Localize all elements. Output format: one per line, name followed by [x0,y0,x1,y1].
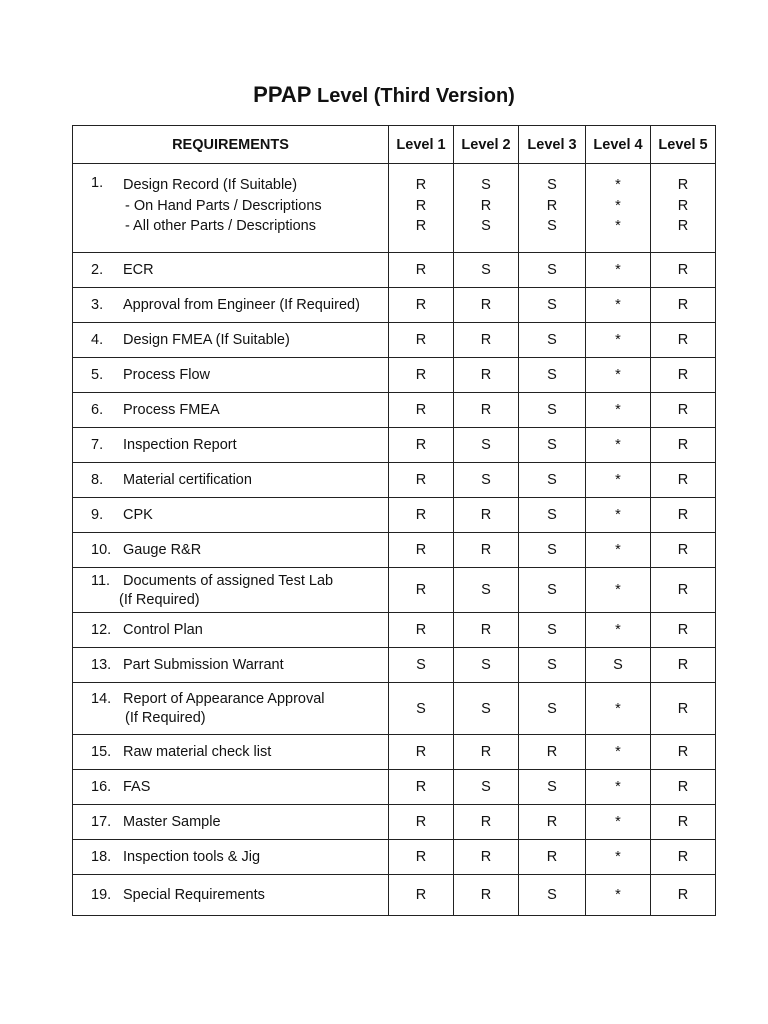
level-value: R [651,770,716,805]
level-value: S [519,358,586,393]
header-level-1: Level 1 [389,126,454,164]
table-row [73,288,716,323]
requirement-sub-label: - All other Parts / Descriptions [125,218,316,234]
level-value: R [415,177,427,193]
level-value: * [586,805,651,840]
table-row [73,428,716,463]
level-value: R [454,735,519,770]
level-value: S [389,683,454,735]
header-level-2: Level 2 [454,126,519,164]
level-value: S [389,648,454,683]
level-value: R [651,533,716,568]
level-cell [389,164,454,253]
row-number: 16. [91,779,112,795]
table-row [73,840,716,875]
row-number: 7. [91,437,104,453]
requirement-cell [73,253,389,288]
level-value: * [586,393,651,428]
level-value: * [615,177,621,193]
level-value: S [454,648,519,683]
requirement-cell [73,840,389,875]
level-value: R [389,498,454,533]
level-value: R [651,288,716,323]
level-value: R [389,840,454,875]
row-number: 12. [91,622,112,638]
level-value: * [586,463,651,498]
row-number: 18. [91,849,112,865]
level-value: R [454,288,519,323]
table-row [73,498,716,533]
level-value: R [454,323,519,358]
requirement-cell [73,875,389,916]
level-value: * [615,197,621,214]
table-row [73,875,716,916]
level-value: * [586,253,651,288]
level-value: * [586,613,651,648]
level-value: R [389,875,454,916]
level-value: * [586,288,651,323]
table-row [73,358,716,393]
header-level-5: Level 5 [651,126,716,164]
level-value: R [677,197,689,214]
table-header [73,126,716,164]
level-value: R [651,613,716,648]
level-value: S [519,568,586,613]
table-row [73,463,716,498]
level-cell [519,164,586,253]
level-value: R [454,613,519,648]
requirement-cell [73,393,389,428]
requirement-label: Part Submission Warrant [123,657,284,673]
table-row [73,683,716,735]
requirement-label: Report of Appearance Approval [123,691,325,707]
level-value: S [454,463,519,498]
page-title [0,82,768,108]
level-value: S [519,875,586,916]
level-value: * [586,770,651,805]
level-value: R [389,428,454,463]
table-row [73,533,716,568]
requirement-cell [73,428,389,463]
row-number: 5. [91,367,104,383]
table-row [73,568,716,613]
table-row [73,613,716,648]
level-value: S [454,683,519,735]
requirement-cell [73,164,389,253]
table-row [73,648,716,683]
requirement-label: ECR [123,262,154,278]
level-value: R [415,197,427,214]
level-value: S [519,498,586,533]
requirement-label: Master Sample [123,814,221,830]
level-value: S [519,683,586,735]
row-number: 17. [91,814,112,830]
requirement-label-continued: (If Required) [119,591,200,608]
level-value: S [547,177,557,193]
requirement-label: Gauge R&R [123,542,202,558]
level-value: * [586,428,651,463]
level-value: R [389,805,454,840]
level-value: S [519,253,586,288]
level-value: R [454,840,519,875]
level-value: R [389,288,454,323]
level-value: R [415,218,427,234]
requirement-cell [73,613,389,648]
requirement-sub-label: - On Hand Parts / Descriptions [125,197,322,214]
level-value: * [586,358,651,393]
level-value: R [651,463,716,498]
requirement-cell [73,683,389,735]
level-value: S [519,288,586,323]
row-number: 3. [91,297,104,313]
table-row [73,164,716,253]
requirement-cell [73,323,389,358]
requirement-cell [73,568,389,613]
level-value: S [519,463,586,498]
level-value: R [546,197,558,214]
level-value: * [586,735,651,770]
level-value: R [651,683,716,735]
header-level-3: Level 3 [519,126,586,164]
level-value: R [651,358,716,393]
requirement-label: Raw material check list [123,744,272,760]
level-value: S [454,770,519,805]
level-value: S [519,770,586,805]
level-value: S [519,533,586,568]
table-row [73,253,716,288]
level-value: R [389,533,454,568]
requirement-label: Inspection Report [123,437,237,453]
level-value: R [651,428,716,463]
level-value: R [454,498,519,533]
level-value: R [389,770,454,805]
level-value: S [481,177,491,193]
level-value: R [651,253,716,288]
requirement-cell [73,805,389,840]
requirement-label-continued: (If Required) [125,710,206,726]
requirement-label: Design Record (If Suitable) [123,177,298,193]
row-number: 11. [91,572,111,589]
level-value: * [586,498,651,533]
requirement-cell [73,463,389,498]
level-value: R [389,323,454,358]
requirement-label: CPK [123,507,153,523]
level-value: R [651,805,716,840]
row-number: 2. [91,262,104,278]
level-value: S [586,648,651,683]
level-value: R [651,875,716,916]
row-number: 8. [91,472,104,488]
row-number: 15. [91,744,112,760]
requirement-cell [73,648,389,683]
header-level-4: Level 4 [586,126,651,164]
title-brand: PPAP [253,82,312,107]
row-number: 14. [91,691,112,707]
requirement-cell [73,498,389,533]
level-value: S [547,218,557,234]
level-value: R [651,735,716,770]
level-value: R [651,568,716,613]
table-row [73,323,716,358]
requirement-label: Material certification [123,472,252,488]
level-value: R [454,393,519,428]
level-cell [454,164,519,253]
row-number: 19. [91,887,112,903]
level-value: R [389,613,454,648]
level-value: * [586,568,651,613]
row-number: 6. [91,402,104,418]
level-value: R [651,323,716,358]
requirement-label: Documents of assigned Test Lab [123,572,334,589]
level-value: R [389,568,454,613]
level-value: * [586,323,651,358]
level-value: R [651,498,716,533]
level-value: R [454,805,519,840]
title-rest: Level (Third Version) [311,85,515,107]
level-value: R [519,840,586,875]
row-number: 9. [91,507,104,523]
row-number: 1. [91,175,104,191]
level-cell [586,164,651,253]
requirement-label: Control Plan [123,622,203,638]
level-value: S [519,648,586,683]
level-value: S [519,613,586,648]
level-value: * [586,683,651,735]
level-value: R [454,358,519,393]
level-value: R [651,648,716,683]
level-value: R [454,875,519,916]
level-value: S [519,393,586,428]
level-value: R [454,533,519,568]
level-value: S [454,568,519,613]
level-value: R [651,393,716,428]
level-value: R [389,253,454,288]
level-value: S [454,253,519,288]
row-number: 13. [91,657,112,673]
level-value: S [481,218,491,234]
requirement-label: FAS [123,779,151,795]
requirement-cell [73,533,389,568]
table-row [73,770,716,805]
requirement-label: Process Flow [123,367,211,383]
requirement-cell [73,358,389,393]
level-value: R [389,393,454,428]
level-value: R [519,735,586,770]
requirement-cell [73,288,389,323]
table-row [73,805,716,840]
requirement-label: Approval from Engineer (If Required) [123,297,360,313]
requirement-label: Design FMEA (If Suitable) [123,332,290,348]
level-value: * [586,875,651,916]
level-value: S [454,428,519,463]
header-requirements: REQUIREMENTS [73,126,389,164]
level-value: * [586,840,651,875]
table-row [73,735,716,770]
level-value: R [677,177,689,193]
requirement-label: Inspection tools & Jig [123,849,261,865]
level-value: R [389,358,454,393]
requirement-label: Process FMEA [123,402,220,418]
level-value: R [480,197,492,214]
level-value: R [519,805,586,840]
requirement-cell [73,735,389,770]
requirement-cell [73,770,389,805]
level-value: S [519,323,586,358]
level-value: R [389,463,454,498]
level-value: * [586,533,651,568]
level-value: * [615,218,621,234]
requirement-label: Special Requirements [123,887,265,903]
level-value: R [389,735,454,770]
table-row [73,393,716,428]
row-number: 10. [91,542,112,558]
level-cell [651,164,716,253]
ppap-table [72,125,716,916]
level-value: R [651,840,716,875]
row-number: 4. [91,332,104,348]
level-value: R [677,218,689,234]
level-value: S [519,428,586,463]
